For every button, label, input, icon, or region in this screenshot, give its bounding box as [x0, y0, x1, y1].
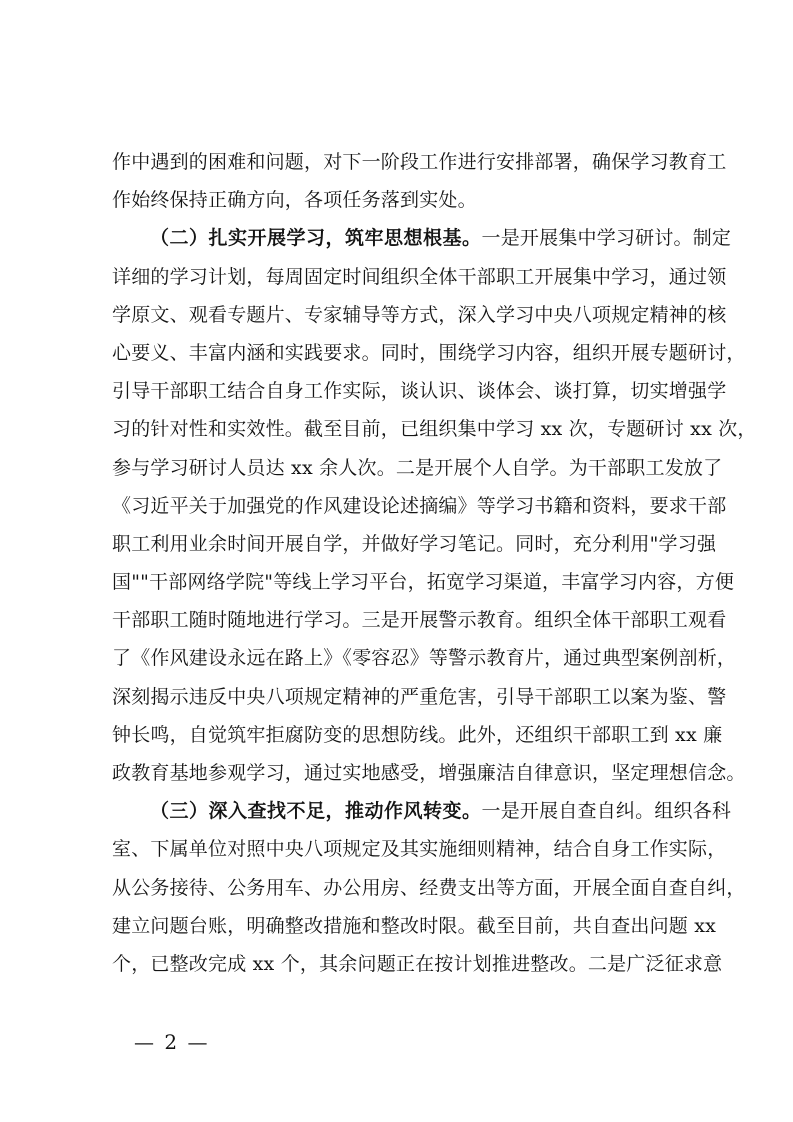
line-text: 建立问题台账，明确整改措施和整改时限。截至目前，共自查出问题 xx — [112, 914, 717, 937]
line-text: 干部职工随时随地进行学习。三是开展警示教育。组织全体干部职工观看 — [112, 609, 727, 632]
line-text: 参与学习研讨人员达 xx 余人次。二是开展个人自学。为干部职工发放了 — [112, 456, 723, 479]
line-text: 习的针对性和实效性。截至目前，已组织集中学习 xx 次，专题研讨 xx 次， — [112, 418, 757, 441]
line-text: 作中遇到的困难和问题，对下一阶段工作进行安排部署，确保学习教育工 — [112, 151, 727, 173]
line-text: 政教育基地参观学习，通过实地感受，增强廉洁自律意识，坚定理想信念。 — [112, 762, 746, 784]
line-text: 一是开展自查自纠。组织各科 — [481, 800, 732, 823]
section-heading: （二）扎实开展学习，筑牢思想根基。 — [150, 227, 482, 250]
text-line — [112, 678, 727, 716]
text-line — [112, 219, 732, 257]
line-text: 钟长鸣，自觉筑牢拒腐防变的思想防线。此外，还组织干部职工到 xx 廉 — [112, 723, 723, 746]
text-line — [112, 601, 727, 639]
line-text: 学原文、观看专题片、专家辅导等方式，深入学习中央八项规定精神的核 — [112, 303, 727, 326]
text-line — [112, 334, 746, 372]
text-line — [112, 869, 746, 907]
text-line — [112, 830, 727, 868]
line-text: 国""干部网络学院"等线上学习平台，拓宽学习渠道，丰富学习内容，方便 — [112, 571, 735, 594]
line-text: 心要义、丰富内涵和实践要求。同时，围绕学习内容，组织开展专题研讨， — [112, 341, 746, 364]
line-text: 详细的学习计划，每周固定时间组织全体干部职工开展集中学习，通过领 — [112, 265, 727, 288]
text-line — [112, 792, 732, 830]
line-text: 深刻揭示违反中央八项规定精神的严重危害，引导干部职工以案为鉴、警 — [112, 685, 727, 708]
line-text: 个，已整改完成 xx 个，其余问题正在按计划推进整改。二是广泛征求意 — [112, 952, 723, 975]
text-line — [112, 525, 717, 563]
text-line — [112, 639, 737, 677]
text-line — [112, 410, 757, 448]
text-line — [112, 296, 727, 334]
text-line — [112, 372, 727, 410]
text-line — [112, 258, 727, 296]
line-text: 《习近平关于加强党的作风建设论述摘编》等学习书籍和资料，要求干部 — [112, 494, 727, 517]
line-text: 从公务接待、公务用车、办公用房、经费支出等方面，开展全面自查自纠， — [112, 876, 746, 899]
line-text: 作始终保持正确方向，各项任务落到实处。 — [112, 189, 477, 212]
text-line — [112, 754, 746, 792]
text-line — [112, 945, 723, 983]
text-line — [112, 907, 717, 945]
text-line — [112, 181, 687, 219]
line-text: 室、下属单位对照中央八项规定及其实施细则精神，结合自身工作实际， — [112, 838, 727, 861]
text-line — [112, 563, 735, 601]
text-line — [112, 487, 727, 525]
line-text: 引导干部职工结合自身工作实际，谈认识、谈体会、谈打算，切实增强学 — [112, 380, 727, 403]
page-number: — 2 — — [134, 1030, 210, 1054]
section-heading: （三）深入查找不足，推动作风转变。 — [150, 800, 482, 823]
line-text: 一是开展集中学习研讨。制定 — [481, 227, 732, 250]
body-text — [112, 143, 757, 983]
text-line — [112, 716, 723, 754]
line-text: 职工利用业余时间开展自学，并做好学习笔记。同时，充分利用"学习强 — [112, 532, 717, 555]
text-line — [112, 449, 723, 487]
line-text: 了《作风建设永远在路上》《零容忍》等警示教育片，通过典型案例剖析， — [112, 647, 737, 670]
text-line — [112, 143, 727, 181]
